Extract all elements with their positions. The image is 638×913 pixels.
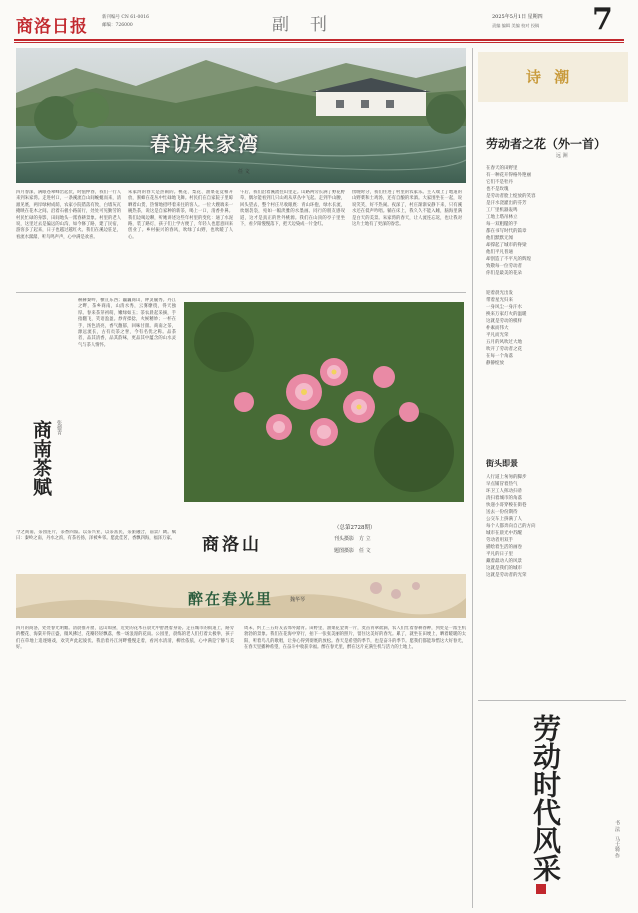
poem-line: 他们平凡普通 xyxy=(486,250,513,255)
poem-tail: 今之商南，茶园连片，茶香四溢。以茶兴业，以茶富民，茶旅融合，前景广阔。赋曰：秦岭之南，丹水之滨，有茶名扬，泽被乡邻。愿此佳茗，香飘四海，福泽万家。 xyxy=(16,530,176,542)
poem-line: 五月的风吹过大地 xyxy=(486,340,522,345)
poem-line: 却创造了不平凡的辉煌 xyxy=(486,257,531,262)
poem-line: 这就是劳动的模样 xyxy=(486,319,522,324)
poem-line: 换来万家灯火的温暖 xyxy=(486,312,527,317)
article1-col1: 四月春深，满眼苍翠峰峦起伏，时值仲春，我们一行人来到朱家湾。走进村口，一条溪流自山间蜿蜒而来，清澈见底，两岸绿树成荫，农家小院错落有致，白墙灰瓦掩映在花木之间。沿着石板小路前行，处处可见勤劳的村民忙碌的身影，田间地头一派春耕景象。村里的老人说，这里过去是偏远的山沟，如今修了路，建了民宿，游客多了起来，日子也越过越红火。我们在溪边驻足，看流水潺潺，听鸟鸣声声，心中满是欢喜。 xyxy=(16,190,121,240)
sidebar-poem-lines xyxy=(486,165,626,277)
hero-photo xyxy=(16,48,466,183)
article1-col3: 午后，我们沿着溪流往山里走。山路两旁长满了野花野草，偶尔能看到几只山鸡从草丛中飞起。走到半山腰，回头望去，整个村庄尽收眼底：青山环抱，绿水长流，炊烟袅袅，宛如一幅淡雅的水墨画。同行的朋友感叹道，这才是真正的世外桃源。我们在山顶的亭子里坐下，看夕阳慢慢落下，把天边染成一片金红。 xyxy=(240,190,345,228)
poem-line: 有一种花开得格外艳丽 xyxy=(486,173,531,178)
section-title: 副 刊 xyxy=(272,15,329,35)
poem-line: 每个人都奔向自己的方向 xyxy=(486,524,536,529)
poem-line: 是汗水浇灌出的芬芳 xyxy=(486,201,527,206)
photo-title: 商洛山 xyxy=(202,535,262,555)
poem-line: 是劳动者脸上绽放的笑容 xyxy=(486,194,536,199)
calligraphy-seal xyxy=(536,884,546,894)
poem-line: 一身风尘一身汗水 xyxy=(486,305,522,310)
article1-title: 春访朱家湾 xyxy=(150,132,260,156)
article2-body: 四月的商洛，处处春光明媚。清晨推开窗，远山如黛，近处的花木在晨光中舒展着身姿。走在城市的街道上，路旁的樱花、海棠开得正盛，微风拂过，花瓣轻轻飘落，像一场浪漫的花雨。公园里，晨练的老人们打着太极拳，孩子们在草地上追逐嬉戏，欢笑声此起彼伏。我沿着丹江河畔慢慢走着，看河水清清，柳丝依依，心中满是宁静与美好。 xyxy=(16,626,234,651)
calligraphy-inscription: 书 法 马士骑 作 xyxy=(614,820,620,859)
poem-line: 这就是我们的城市 xyxy=(486,566,522,571)
poem-line: 在春天的田野里 xyxy=(486,166,518,171)
newspaper-logo: 商洛日报 xyxy=(16,17,88,37)
poem-body: 赫赫秦岭，横亘东西；巍巍商山，钟灵毓秀。丹江之畔，茶乡商南，山清水秀，云雾缭绕，得天独厚。春来茶芽初萌，嫩绿如玉；茶农晨起采摘，手指翻飞，笑语盈盈。炒青揉捻，火候精妙；一杯在手，汤色清亮，香气馥郁，回味甘甜。商南之茶，源远流长，古有贡茶之誉，今有名优之称。品茶者，品其清香，品其韵味，更品其中蕴含的山水灵气与茶人情怀。 xyxy=(78,298,176,348)
article1-col2: 朱家湾的春天是热闹的。桃花、梨花、油菜花竞相开放，蜜蜂在花丛中忙碌地飞舞。村民们在自家院子里晾晒着山货，热情地招呼着来往的客人。一位大嫂端来一碗热茶，说这是自家种的新茶，喝上一口，清香扑鼻。我们边喝边聊，听她讲述这些年村里的变化：通了水泥路，装了路灯，孩子们上学方便了，年轻人也愿意回来创业了。乡村振兴的春风，吹绿了山野，也吹暖了人心。 xyxy=(128,190,233,240)
poem-line: 环卫工人挥动扫帚 xyxy=(486,489,522,494)
poetry-header-label: 诗 潮 xyxy=(526,68,574,86)
sidebar-poem2-lines xyxy=(486,290,626,367)
poem-line: 劳动者用双手 xyxy=(486,538,513,543)
poem-line: 致敬每一位劳动者 xyxy=(486,264,522,269)
poem-line: 早点铺冒着热气 xyxy=(486,482,518,487)
divider-article1 xyxy=(16,292,466,293)
poem-line: 人行道上匆匆的脚步 xyxy=(486,475,527,480)
sidebar-poem-title: 劳动者之花（外一首） xyxy=(486,137,607,151)
poem-line: 快递小哥穿梭在街巷 xyxy=(486,503,527,508)
poem-line: 也不是玫瑰 xyxy=(486,187,509,192)
masthead-info-2: 邮编：726000 xyxy=(102,23,133,28)
poem-line: 迎着晨光出发 xyxy=(486,291,513,296)
poem-title: 商南茶赋 xyxy=(30,420,52,496)
poem-line: 你们是最美的花朵 xyxy=(486,271,522,276)
masthead-info-1: 新刊编号 CN 61-0016 xyxy=(102,15,149,20)
poem-line: 在每一个角落 xyxy=(486,354,513,359)
calligraphy-text: 劳动时代风采 xyxy=(529,714,562,882)
article2-author: 魏华琴 xyxy=(290,597,306,603)
poem-line: 却撑起了城市的脊梁 xyxy=(486,243,527,248)
poem-line: 朴素而伟大 xyxy=(486,326,509,331)
poem-line: 每一双粗糙的手 xyxy=(486,222,518,227)
poem-line: 藏着最动人的风景 xyxy=(486,559,522,564)
sidebar-subpoem-title: 街头即景 xyxy=(486,458,518,468)
poem-line: 公交车上挤满了人 xyxy=(486,517,522,522)
poem-line: 带着星光归来 xyxy=(486,298,513,303)
photo-credit-2: 题图摄影 任 文 xyxy=(334,548,371,554)
poem-line: 平凡的日子里 xyxy=(486,552,513,557)
masthead xyxy=(0,0,638,48)
masthead-rule-thin xyxy=(14,42,624,43)
poem-line: 送去一份份期待 xyxy=(486,510,518,515)
calligraphy-divider xyxy=(478,700,626,701)
poem-line: 城市在晨光中苏醒 xyxy=(486,531,522,536)
flower-photo xyxy=(184,302,464,502)
photo-credit-1: 刊头摄影 方 立 xyxy=(334,536,371,542)
poem-line: 工地上塔吊林立 xyxy=(486,215,518,220)
poem-line: 他们默默无闻 xyxy=(486,236,513,241)
poem-line: 吹开了劳动者之花 xyxy=(486,347,522,352)
article2-title: 醉在春光里 xyxy=(188,590,274,608)
poem-line: 都在书写时代的篇章 xyxy=(486,229,527,234)
poem-line: 平凡而光荣 xyxy=(486,333,509,338)
poem-line: 静静绽放 xyxy=(486,361,504,366)
masthead-rule xyxy=(14,39,624,41)
poem-line: 描绘着生活的画卷 xyxy=(486,545,522,550)
article2-body2: 周末，约上三五好友去郊外踏青。田野里，油菜花金黄一片，麦苗青翠欲滴，农人们忙着春耕春种，到处是一派生机勃勃的景象。我们在花海中穿行，拍下一张张美丽的照片，留住这美好的春光。累了，就坐在田埂上，晒着暖暖的太阳，听着鸟儿的歌唱，让身心得到彻底的放松。春天是希望的季节，也是奋斗的季节。愿我们都能珍惜这大好春光，在春天里播种希望，在奋斗中收获幸福。醉在春光里，醉在这片充满生机与活力的土地上。 xyxy=(244,626,466,651)
masthead-meta: 责编 编辑 美编 校对 投稿 xyxy=(492,23,540,28)
calligraphy-artwork xyxy=(480,708,610,904)
poem-line: 工厂里机器轰鸣 xyxy=(486,208,518,213)
poem-line: 清扫着城市的角落 xyxy=(486,496,522,501)
poem-line: 这就是劳动者的光荣 xyxy=(486,573,527,578)
poem-author: 张德青 xyxy=(56,420,62,435)
sidebar-subpoem-lines xyxy=(486,474,626,579)
sidebar-poem-author: 远 洲 xyxy=(556,153,568,159)
page-number: 7 xyxy=(592,2,613,37)
column-divider xyxy=(472,48,473,908)
article1-col4: 傍晚时分，我们住进了村里的农家乐。主人端上了地道的山野菜和土鸡汤，还有自酿的米酒。大家围坐在一起，说说笑笑，好不热闹。夜深了，村庄渐渐安静下来，只有溪水还在低声吟唱。躺在床上，我久久不能入睡，脑海里满是白天的美景。朱家湾的春天，让人流连忘返，也让我对这片土地有了更深的眷恋。 xyxy=(352,190,462,228)
poem-line: 它们不是牡丹 xyxy=(486,180,513,185)
poetry-header xyxy=(478,52,628,102)
issue-date: 2025年5月1日 星期四 xyxy=(492,14,543,20)
article1-author: 任 文 xyxy=(238,169,250,175)
photo-issue: （总第2728期） xyxy=(334,525,376,531)
